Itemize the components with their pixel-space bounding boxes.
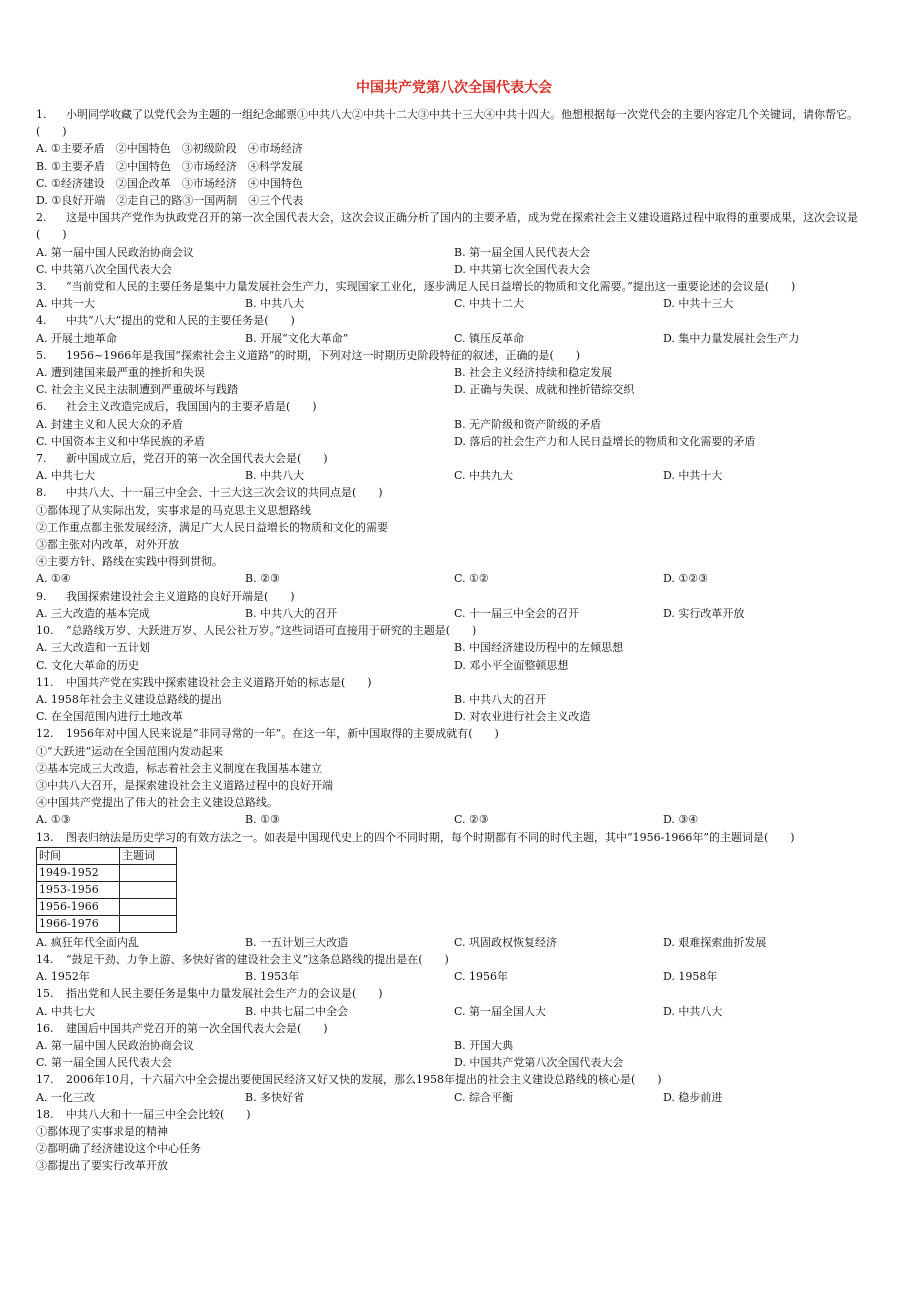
answer-option: A. 中共七大 <box>36 1004 95 1018</box>
answer-option: D. ①②③ <box>663 572 709 586</box>
answer-option: D. 集中力量发展社会生产力 <box>663 331 800 345</box>
question <box>36 1071 872 1105</box>
answer-option: A. 遭到建国来最严重的挫折和失误 <box>36 366 205 380</box>
question-number: 13. <box>36 830 54 844</box>
question-text: 社会主义改造完成后，我国国内的主要矛盾是( ) <box>66 400 317 414</box>
answer-option: A. ①主要矛盾 ②中国特色 ③初级阶段 ④市场经济 <box>36 142 303 156</box>
question-stem <box>36 829 872 846</box>
question-number: 10. <box>36 624 54 638</box>
answer-option: A. 三大改造和一五计划 <box>36 641 150 655</box>
question-number: 5. <box>36 348 47 362</box>
answer-option: B. 中共八大 <box>245 297 305 311</box>
statement-item: ④主要方针、路线在实践中得到贯彻。 <box>36 555 223 569</box>
question <box>36 484 872 587</box>
answer-option: B. 中国经济建设历程中的左倾思想 <box>454 641 624 655</box>
answer-option: D. ①良好开端 ②走自己的路③一国两制 ④三个代表 <box>36 194 304 208</box>
answer-options <box>36 295 872 312</box>
question-number: 3. <box>36 280 47 294</box>
answer-options <box>36 605 872 622</box>
answer-option: C. 中国资本主义和中华民族的矛盾 <box>36 434 206 448</box>
statement-item: ②基本完成三大改造，标志着社会主义制度在我国基本建立 <box>36 761 322 775</box>
table-cell <box>120 881 177 898</box>
answer-option: B. 多快好省 <box>245 1090 305 1104</box>
page-title: 中国共产党第八次全国代表大会 <box>356 80 552 96</box>
question <box>36 985 872 1019</box>
question-stem <box>36 622 872 639</box>
answer-option: B. ②③ <box>245 572 280 586</box>
answer-options <box>36 364 872 398</box>
answer-option: C. 巩固政权恢复经济 <box>454 935 558 949</box>
question-text: 新中国成立后，党召开的第一次全国代表大会是( ) <box>66 452 328 466</box>
question <box>36 951 872 985</box>
question-text: 小明同学收藏了以党代会为主题的一组纪念邮票①中共八大②中共十二大③中共十三大④中共十四大。他想根据每一次党代会的主要内容定几个关键词，请你帮它。( ) <box>36 108 858 139</box>
answer-option: B. 中共八大 <box>245 469 305 483</box>
question-text: “总路线万岁、大跃进万岁、人民公社万岁。”这些词语可直接用于研究的主题是( ) <box>66 624 477 638</box>
answer-option: C. 第一届全国人民代表大会 <box>36 1056 173 1070</box>
question-number: 4. <box>36 314 47 328</box>
table-row <box>37 881 177 898</box>
answer-option: C. 第一届全国人大 <box>454 1004 547 1018</box>
answer-options <box>36 330 872 347</box>
answer-option: D. 中共十大 <box>663 469 723 483</box>
answer-option: A. 封建主义和人民大众的矛盾 <box>36 417 183 431</box>
answer-option: A. 一化三改 <box>36 1090 95 1104</box>
answer-option: A. 1952年 <box>36 970 90 984</box>
answer-option: B. 1953年 <box>245 970 300 984</box>
question <box>36 725 872 828</box>
table-row <box>37 898 177 915</box>
table-cell <box>120 915 177 932</box>
table-cell <box>120 864 177 881</box>
summary-table <box>36 847 177 933</box>
answer-options <box>36 467 872 484</box>
question-text: 中共八大和十一届三中全会比较( ) <box>66 1107 251 1121</box>
question-stem <box>36 450 872 467</box>
question-number: 9. <box>36 589 47 603</box>
question <box>36 1020 872 1072</box>
question-text: 图表归纳法是历史学习的有效方法之一。如表是中国现代史上的四个不同时期，每个时期都有不同的时代主题，其中“1956-1966年”的主题词是( ) <box>66 830 795 844</box>
answer-option: D. 落后的社会生产力和人民日益增长的物质和文化需要的矛盾 <box>454 434 756 448</box>
question-number: 2. <box>36 211 47 225</box>
answer-options <box>36 1037 872 1071</box>
question-stem <box>36 588 872 605</box>
question-text: 中共八大、十一届三中全会、十三大这三次会议的共同点是( ) <box>66 486 383 500</box>
answer-option: A. ①③ <box>36 813 71 827</box>
question-number: 7. <box>36 452 47 466</box>
question <box>36 398 872 450</box>
question-stem <box>36 209 872 243</box>
answer-option: D. 对农业进行社会主义改造 <box>454 710 591 724</box>
answer-option: A. 1958年社会主义建设总路线的提出 <box>36 692 222 706</box>
answer-option: B. 无产阶级和资产阶级的矛盾 <box>454 417 602 431</box>
question-text: 指出党和人民主要任务是集中力量发展社会生产力的会议是( ) <box>66 987 383 1001</box>
question-stem <box>36 1106 872 1123</box>
answer-option: C. 十一届三中全会的召开 <box>454 606 580 620</box>
question <box>36 450 872 484</box>
answer-option: C. 中共第八次全国代表大会 <box>36 262 173 276</box>
table-cell <box>120 898 177 915</box>
question-stem <box>36 347 872 364</box>
answer-options <box>36 244 872 278</box>
answer-option: D. 实行改革开放 <box>663 606 745 620</box>
question-stem <box>36 278 872 295</box>
question-number: 18. <box>36 1107 54 1121</box>
answer-option: C. 在全国范围内进行土地改革 <box>36 710 184 724</box>
answer-option: D. 正确与失误、成就和挫折错综交织 <box>454 383 635 397</box>
question-number: 15. <box>36 987 54 1001</box>
answer-option: D. ③④ <box>663 813 699 827</box>
question <box>36 278 872 312</box>
answer-option: A. 开展土地革命 <box>36 331 117 345</box>
question-stem <box>36 674 872 691</box>
answer-option: D. 稳步前进 <box>663 1090 723 1104</box>
question <box>36 347 872 399</box>
answer-option: D. 中国共产党第八次全国代表大会 <box>454 1056 624 1070</box>
answer-option: B. 中共八大的召开 <box>454 692 547 706</box>
question-text: 建国后中国共产党召开的第一次全国代表大会是( ) <box>66 1021 328 1035</box>
table-row <box>37 915 177 932</box>
question-number: 14. <box>36 952 54 966</box>
question-text: “当前党和人民的主要任务是集中力量发展社会生产力，实现国家工业化，逐步满足人民日益增长的物质和文化需要。”提出这一重要论述的会议是( ) <box>66 280 796 294</box>
question <box>36 209 872 278</box>
answer-option: B. ①③ <box>245 813 280 827</box>
table-header-cell: 主题词 <box>120 847 177 864</box>
answer-option: C. 社会主义民主法制遭到严重破坏与践踏 <box>36 383 239 397</box>
answer-options <box>36 968 872 985</box>
answer-option: B. 第一届全国人民代表大会 <box>454 245 591 259</box>
answer-option: C. 1956年 <box>454 970 509 984</box>
question <box>36 674 872 726</box>
table-header-row <box>37 847 177 864</box>
answer-option: A. 疯狂年代全面内乱 <box>36 935 139 949</box>
answer-option: A. 中共一大 <box>36 297 95 311</box>
question-list <box>36 106 872 1175</box>
question-number: 6. <box>36 400 47 414</box>
question-number: 12. <box>36 727 54 741</box>
answer-options <box>36 934 872 951</box>
answer-option: C. 中共九大 <box>454 469 514 483</box>
answer-options <box>36 691 872 725</box>
question <box>36 829 872 951</box>
question <box>36 1106 872 1175</box>
answer-option: B. 开国大典 <box>454 1038 514 1052</box>
answer-option: A. 三大改造的基本完成 <box>36 606 150 620</box>
answer-option: B. 中共七届二中全会 <box>245 1004 349 1018</box>
statement-item: ④中国共产党提出了伟大的社会主义建设总路线。 <box>36 796 278 810</box>
question-text: 我国探索建设社会主义道路的良好开端是( ) <box>66 589 295 603</box>
answer-option: B. 社会主义经济持续和稳定发展 <box>454 366 613 380</box>
table-header-cell: 时间 <box>37 847 120 864</box>
statement-item: ①都体现了实事求是的精神 <box>36 1124 168 1138</box>
question-text: 这是中国共产党作为执政党召开的第一次全国代表大会，这次会议正确分析了国内的主要矛盾，成为党在探索社会主义建设道路过程中取得的重要成果，这次会议是( ) <box>36 211 858 242</box>
table-row <box>37 864 177 881</box>
question-stem <box>36 1020 872 1037</box>
question-number: 16. <box>36 1021 54 1035</box>
answer-option: B. 开展“文化大革命” <box>245 331 349 345</box>
answer-option: D. 1958年 <box>663 970 718 984</box>
answer-option: C. 文化大革命的历史 <box>36 658 140 672</box>
answer-options <box>36 639 872 673</box>
statement-item: ②工作重点都主张发展经济，满足广大人民日益增长的物质和文化的需要 <box>36 520 388 534</box>
question-stem <box>36 106 872 140</box>
question-text: 中共“八大”提出的党和人民的主要任务是( ) <box>66 314 295 328</box>
answer-option: C. 综合平衡 <box>454 1090 514 1104</box>
answer-options <box>36 1003 872 1020</box>
question-number: 1. <box>36 108 47 121</box>
question-stem <box>36 1071 872 1088</box>
table-cell: 1966-1976 <box>37 915 120 932</box>
answer-option: C. ①经济建设 ②国企改革 ③市场经济 ④中国特色 <box>36 176 303 190</box>
answer-options <box>36 570 872 587</box>
answer-options <box>36 1089 872 1106</box>
table-cell: 1956-1966 <box>37 898 120 915</box>
question-text: 1956~1966年是我国“探索社会主义道路”的时期，下列对这一时期历史阶段特征的叙述，正确的是( ) <box>66 348 581 362</box>
answer-option: B. 一五计划三大改造 <box>245 935 349 949</box>
question-number: 11. <box>36 675 54 689</box>
question-text: 1956年对中国人民来说是“非同寻常的一年”。在这一年，新中国取得的主要成就有( ) <box>66 727 499 741</box>
question-stem <box>36 398 872 415</box>
answer-option: D. 邓小平全面整顿思想 <box>454 658 569 672</box>
question-stem <box>36 484 872 501</box>
question-stem <box>36 312 872 329</box>
answer-option: D. 中共第七次全国代表大会 <box>454 262 591 276</box>
answer-option: D. 中共八大 <box>663 1004 723 1018</box>
statement-item: ③中共八大召开，是探索建设社会主义道路过程中的良好开端 <box>36 778 333 792</box>
question <box>36 312 872 346</box>
statement-item: ③都主张对内改革，对外开放 <box>36 538 179 552</box>
answer-option: A. 第一届中国人民政治协商会议 <box>36 1038 194 1052</box>
statement-item: ②都明确了经济建设这个中心任务 <box>36 1142 201 1156</box>
question-text: “鼓足干劲、力争上游、多快好省的建设社会主义”这条总路线的提出是在( ) <box>66 952 449 966</box>
statement-item: ③都提出了要实行改革开放 <box>36 1159 168 1173</box>
statement-item: ①都体现了从实际出发，实事求是的马克思主义思想路线 <box>36 503 311 517</box>
question-text: 中国共产党在实践中探索建设社会主义道路开始的标志是( ) <box>66 675 372 689</box>
answer-option: C. 镇压反革命 <box>454 331 525 345</box>
answer-options <box>36 811 872 828</box>
answer-option: B. ①主要矛盾 ②中国特色 ③市场经济 ④科学发展 <box>36 159 303 173</box>
question-stem <box>36 985 872 1002</box>
question-number: 17. <box>36 1073 54 1087</box>
table-cell: 1953-1956 <box>37 881 120 898</box>
answer-option: D. 艰难探索曲折发展 <box>663 935 767 949</box>
answer-option: B. 中共八大的召开 <box>245 606 338 620</box>
question <box>36 622 872 674</box>
question-stem <box>36 951 872 968</box>
answer-option: C. ①② <box>454 572 489 586</box>
answer-option: A. 中共七大 <box>36 469 95 483</box>
answer-options <box>36 416 872 450</box>
question-stem <box>36 725 872 742</box>
document <box>36 78 872 1175</box>
question <box>36 588 872 622</box>
question-number: 8. <box>36 486 47 500</box>
answer-option: A. ①④ <box>36 572 71 586</box>
question-text: 2006年10月，十六届六中全会提出要使国民经济又好又快的发展，那么1958年提出的社会主义建设总路线的核心是( ) <box>66 1073 662 1087</box>
answer-option: A. 第一届中国人民政治协商会议 <box>36 245 194 259</box>
answer-option: C. 中共十二大 <box>454 297 525 311</box>
question <box>36 106 872 209</box>
statement-item: ①“大跃进”运动在全国范围内发动起来 <box>36 744 224 758</box>
answer-option: C. ②③ <box>454 813 489 827</box>
table-cell: 1949-1952 <box>37 864 120 881</box>
answer-option: D. 中共十三大 <box>663 297 734 311</box>
